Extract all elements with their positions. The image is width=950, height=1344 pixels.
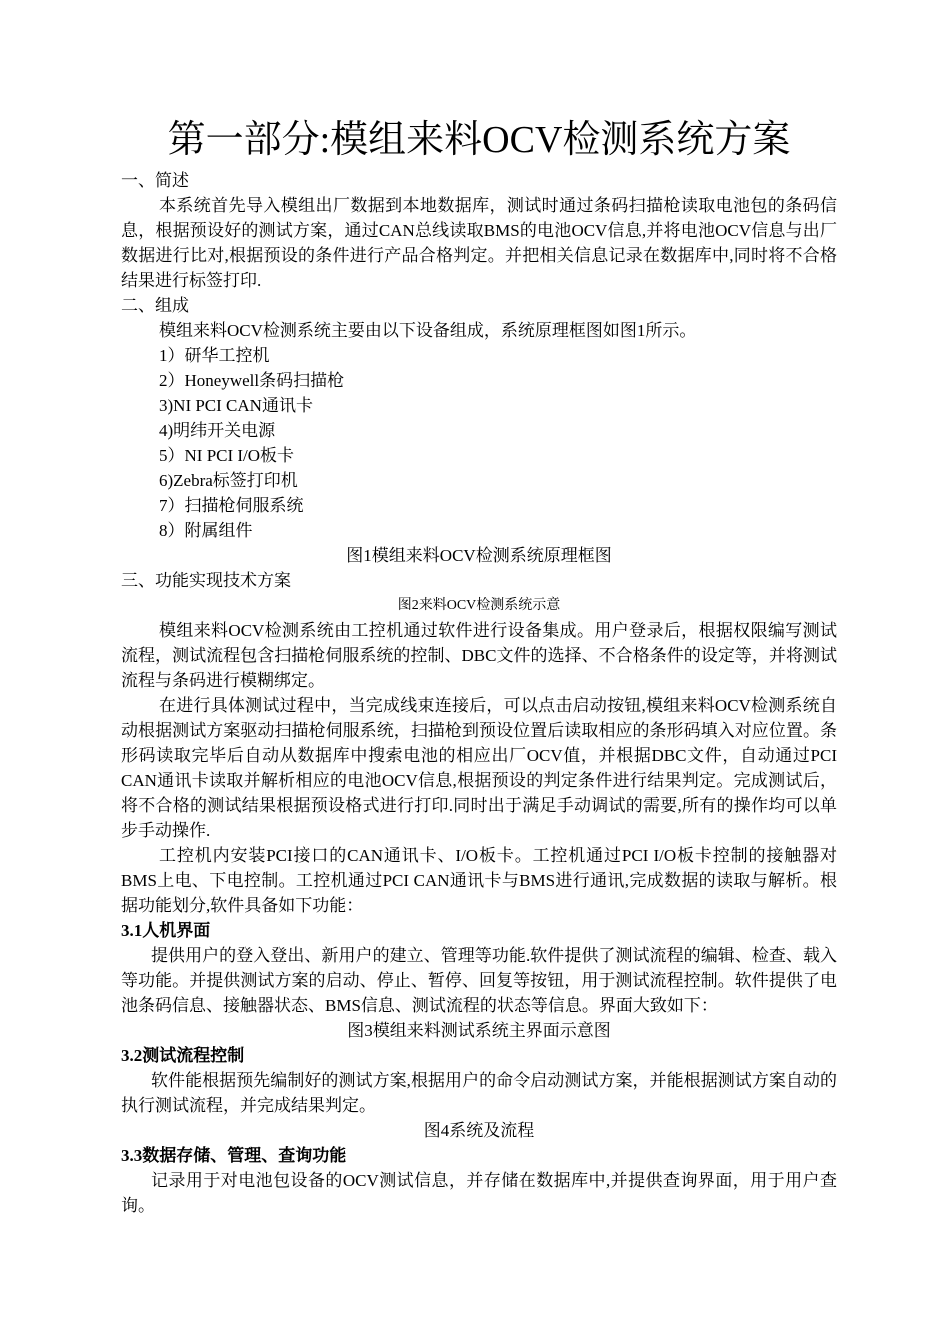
list-item: 8）附属组件: [159, 521, 253, 540]
list-item: 5）NI PCI I/O板卡: [159, 446, 295, 465]
section-heading-technical-solution: 三、功能实现技术方案: [121, 571, 291, 590]
data-storage-paragraph: 记录用于对电池包设备的OCV测试信息，并存储在数据库中,并提供查询界面，用于用户查询。: [121, 1171, 837, 1215]
list-item: 4)明纬开关电源: [159, 421, 276, 440]
hmi-paragraph: 提供用户的登入登出、新用户的建立、管理等功能.软件提供了测试流程的编辑、检查、载入等功能。并提供测试方案的启动、停止、暂停、回复等按钮，用于测试流程控制。软件提供了电池条码信息、接触器状态、BMS信息、测试流程的状态等信息。界面大致如下：: [121, 946, 837, 1015]
figure-2-caption: 图2来料OCV检测系统示意: [397, 598, 561, 613]
solution-paragraph-3: 工控机内安装PCI接口的CAN通讯卡、I/O板卡。工控机通过PCI I/O板卡控制的接触器对BMS上电、下电控制。工控机通过PCI CAN通讯卡与BMS进行通讯,完成数据的读取与解析。根据功能划分,软件具备如下功能：: [121, 846, 837, 915]
solution-paragraph-2: 在进行具体测试过程中，当完成线束连接后，可以点击启动按钮,模组来料OCV检测系统自动根据测试方案驱动扫描枪伺服系统，扫描枪到预设位置后读取相应的条形码填入对应位置。条形码读取完毕后自动从数据库中搜索电池的相应出厂OCV值，并根据DBC文件，自动通过PCI CAN通讯卡读取并解析相应的电池OCV信息,根据预设的判定条件进行结果判定。完成测试后，将不合格的测试结果根据预设格式进行打印.同时出于满足手动调试的需要,所有的操作均可以单步手动操作.: [121, 696, 837, 840]
document-title: 第一部分:模组来料OCV检测系统方案: [167, 119, 791, 161]
subsection-heading-data-storage: 3.3数据存储、管理、查询功能: [121, 1146, 347, 1165]
list-item: 3)NI PCI CAN通讯卡: [159, 396, 313, 415]
section-heading-composition: 二、组成: [121, 296, 189, 315]
solution-paragraph-1: 模组来料OCV检测系统由工控机通过软件进行设备集成。用户登录后，根据权限编写测试流程，测试流程包含扫描枪伺服系统的控制、DBC文件的选择、不合格条件的设定等，并将测试流程与条码进行模糊绑定。: [121, 621, 837, 690]
section-heading-overview: 一、简述: [121, 171, 189, 190]
list-item: 7）扫描枪伺服系统: [159, 496, 304, 515]
list-item: 2）Honeywell条码扫描枪: [159, 371, 345, 390]
subsection-heading-hmi: 3.1人机界面: [121, 921, 211, 940]
figure-4-caption: 图4系统及流程: [423, 1121, 535, 1140]
list-item: 1）研华工控机: [159, 346, 270, 365]
subsection-heading-flow-control: 3.2测试流程控制: [121, 1046, 245, 1065]
list-item: 6)Zebra标签打印机: [159, 471, 298, 490]
overview-paragraph: 本系统首先导入模组出厂数据到本地数据库，测试时通过条码扫描枪读取电池包的条码信息，根据预设好的测试方案，通过CAN总线读取BMS的电池OCV信息,并将电池OCV信息与出厂数据进行比对,根据预设的条件进行产品合格判定。并把相关信息记录在数据库中,同时将不合格结果进行标签打印.: [121, 196, 837, 290]
flow-control-paragraph: 软件能根据预先编制好的测试方案,根据用户的命令启动测试方案，并能根据测试方案自动的执行测试流程，并完成结果判定。: [121, 1071, 837, 1115]
document-page: [121, 112, 837, 1218]
figure-1-caption: 图1模组来料OCV检测系统原理框图: [346, 546, 612, 565]
component-list: [121, 343, 837, 543]
composition-intro: 模组来料OCV检测系统主要由以下设备组成，系统原理框图如图1所示。: [159, 321, 697, 340]
figure-3-caption: 图3模组来料测试系统主界面示意图: [347, 1021, 611, 1040]
